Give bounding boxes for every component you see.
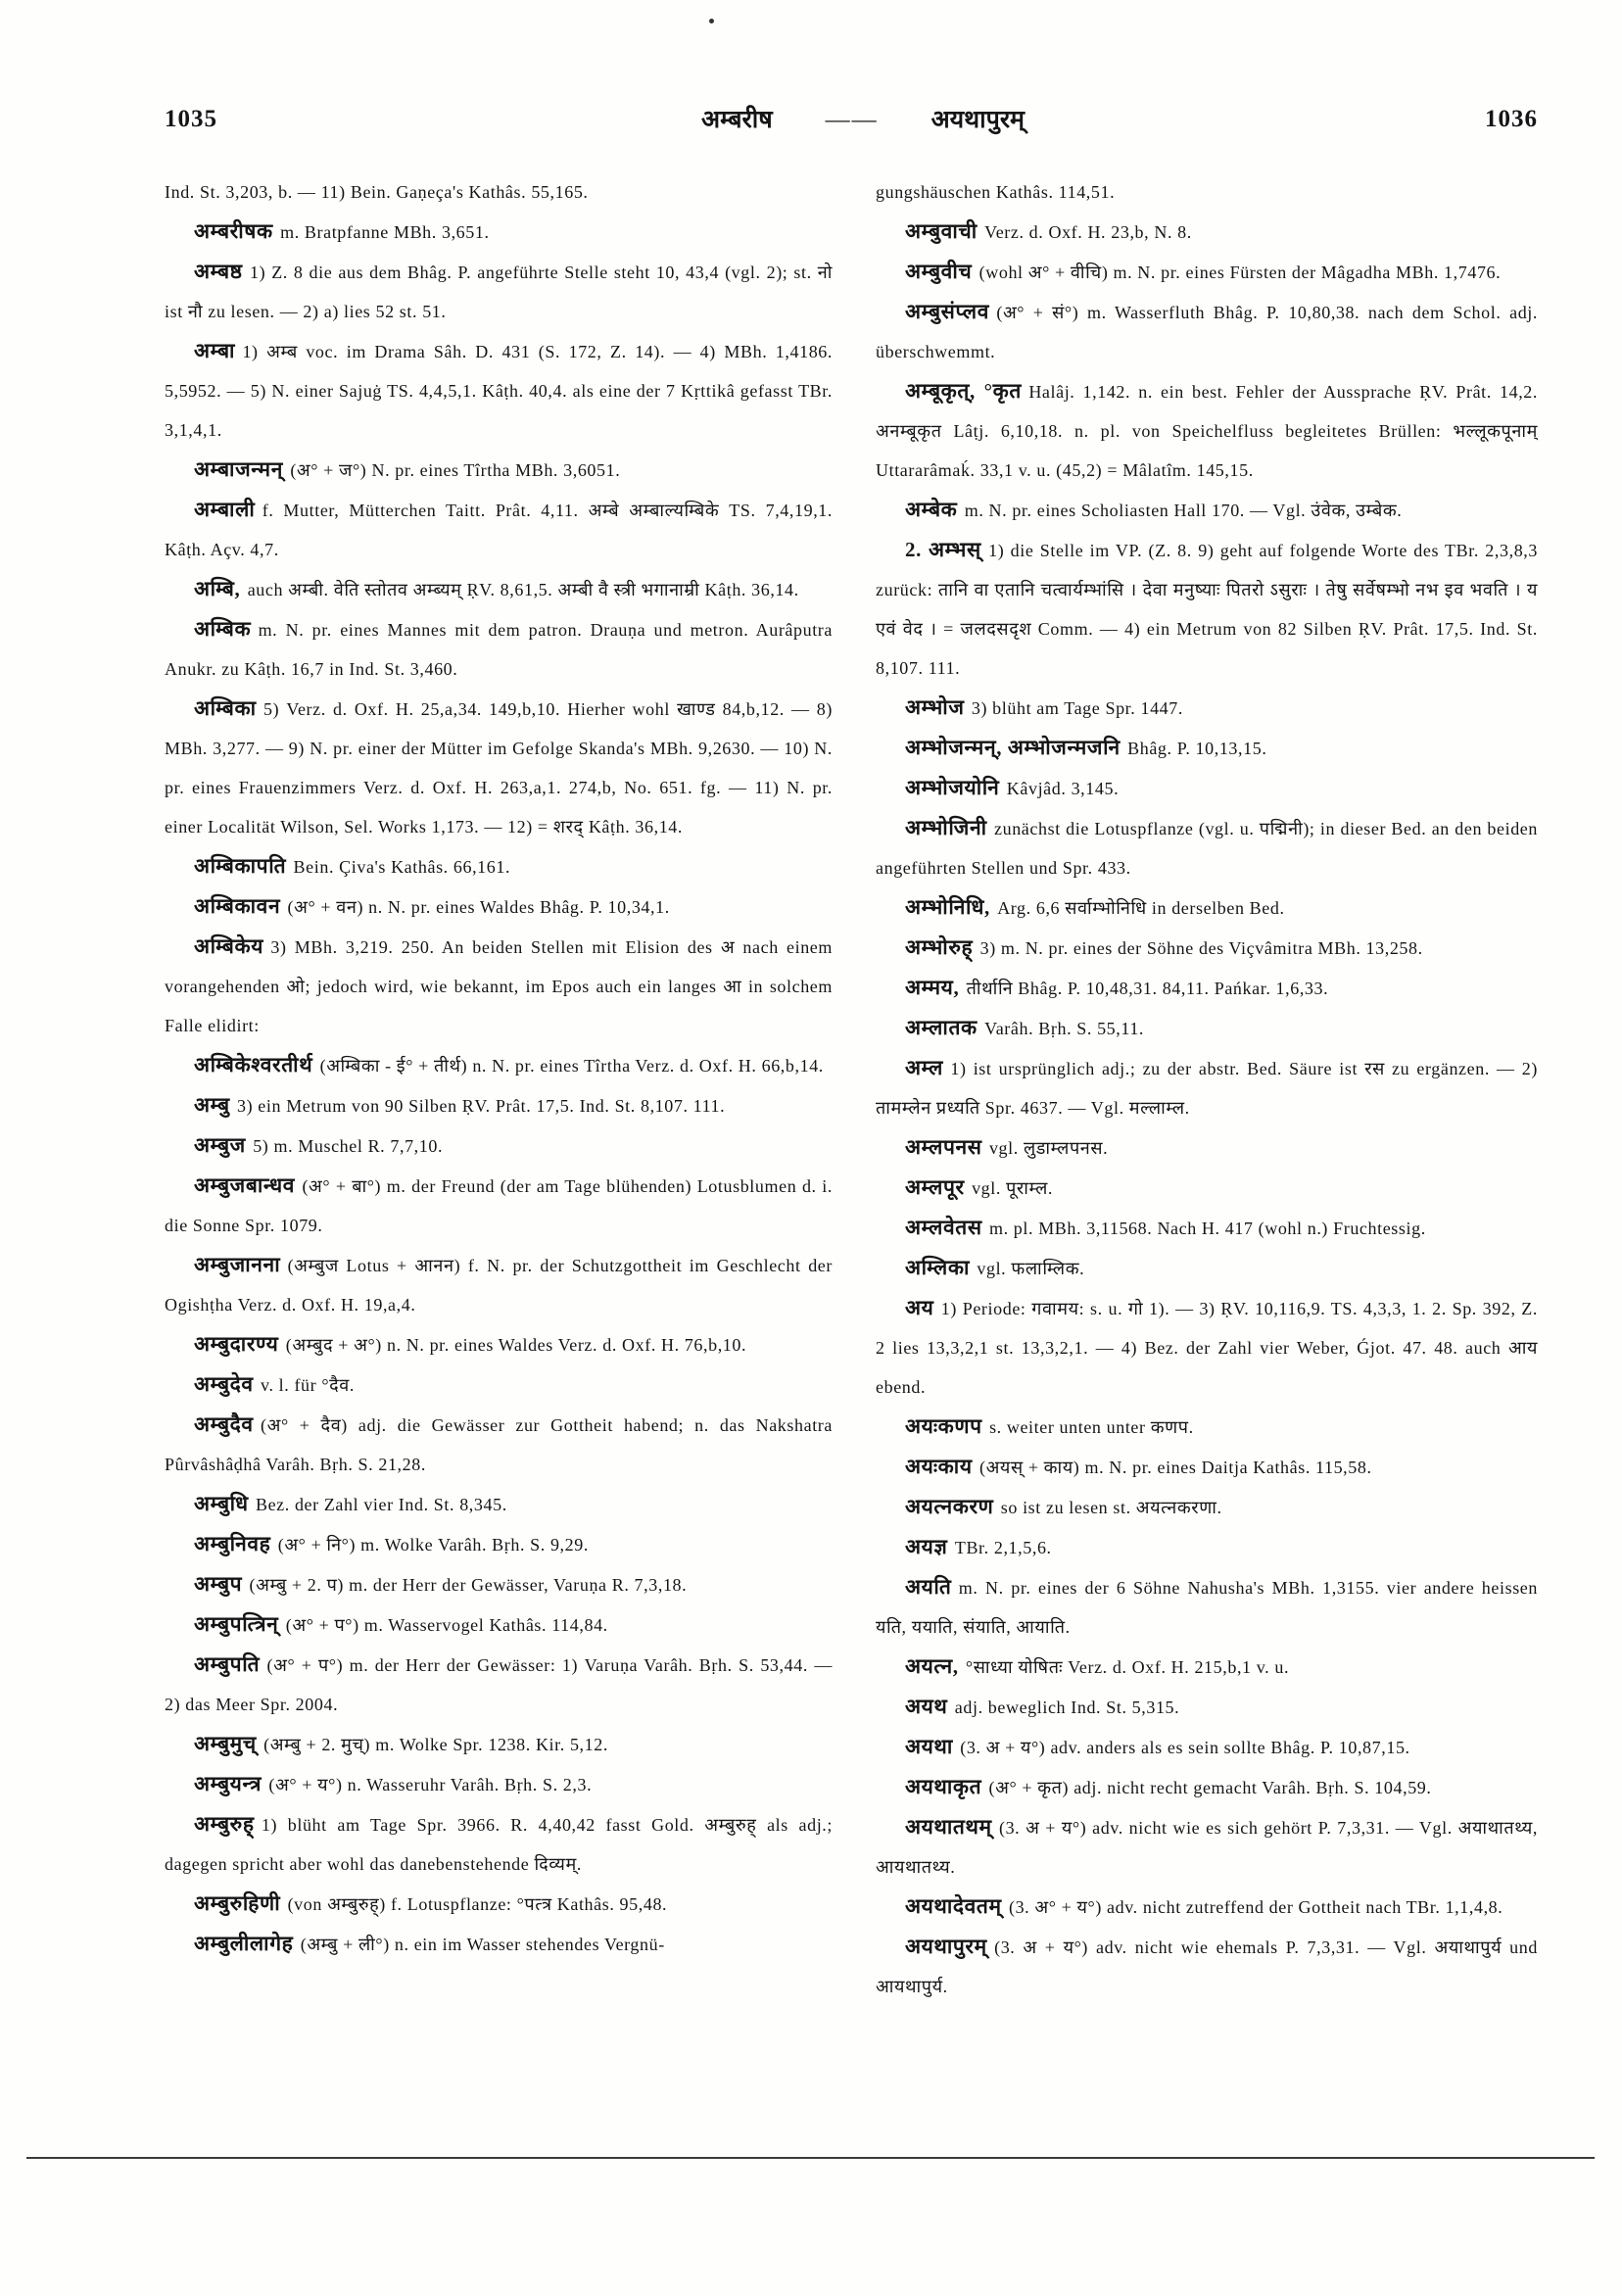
entry-text: (अ° + दैव) adj. die Gewässer zur Gottheit habend; n. das Nakshatra Pûrvâshâḍhâ Varâh. Bṛh. S. 21,28. [165,1415,833,1474]
entry-headword: अम्भोरुह् [905,935,974,959]
dictionary-entry [165,1166,833,1245]
dictionary-entry [876,1208,1538,1248]
dictionary-entry [876,1248,1538,1288]
dictionary-entry [876,1168,1538,1208]
dictionary-entry [876,1767,1538,1807]
entry-text: Kâvjâd. 3,145. [1006,779,1120,798]
dictionary-entry [876,530,1538,688]
entry-text: adj. beweglich Ind. St. 5,315. [954,1698,1180,1717]
dictionary-entry [876,1447,1538,1487]
dictionary-entry [165,1604,833,1645]
entry-headword: अम्बुदेव [194,1372,254,1396]
dictionary-entry [876,1727,1538,1767]
entry-text: f. Mutter, Mütterchen Taitt. Prât. 4,11. अम्बे अम्बाल्यम्बिके TS. 7,4,19,1. Kâṭh. Açv. 4,7. [165,501,833,559]
entry-text: 1) die Stelle im VP. (Z. 8. 9) geht auf folgende Worte des TBr. 2,3,8,3 zurück: तानि वा एतानि चत्वार्यम्भांसि । देवा मनुष्याः पितरो ऽसुराः । तेषु सर्वेषम्भो नभ इव भवति । य एवं वेद । = जलदसदृश Comm. — 4) ein Metrum von 82 Silben ṚV. Prât. 17,5. Ind. St. 8,107. 111. [876,541,1538,678]
dictionary-entry [165,1364,833,1405]
entry-text: m. N. pr. eines der 6 Söhne Nahusha's MBh. 1,3155. vier andere heissen यति, ययाति, संयाति, आयाति. [876,1578,1538,1637]
entry-headword: अम्बिकेश्वरतीर्थ [194,1053,313,1076]
entry-headword: अम्भोनिधि, [905,895,990,919]
entry-text: TBr. 2,1,5,6. [954,1538,1052,1557]
entry-headword: अयथापुरम् [905,1935,987,1958]
entry-headword: अम्बुपति [194,1652,261,1676]
entry-headword: अम्मय, [905,976,960,999]
dictionary-entry [876,292,1538,371]
dictionary-entry [165,609,833,689]
entry-headword: अयत्न, [905,1654,959,1678]
running-head-last-word: अयथापुरम् [930,107,1025,133]
dictionary-entry [165,1884,833,1924]
entry-text: zunächst die Lotuspflanze (vgl. u. पद्मिनी); in dieser Bed. an den beiden angeführten Stellen und Spr. 433. [876,819,1538,878]
dictionary-entry [876,1487,1538,1527]
dictionary-entry [876,887,1538,928]
entry-text: तीर्थानि Bhâg. P. 10,48,31. 84,11. Pańkar. 1,6,33. [966,979,1329,998]
entry-headword: अम्बुवाची [905,219,978,243]
running-head-first-word: अम्बरीष [701,107,773,133]
dictionary-entry [876,1127,1538,1168]
entry-headword: अम्बुधि [194,1492,249,1515]
entry-text: Varâh. Bṛh. S. 55,11. [984,1019,1145,1038]
entry-headword: अम्लिका [905,1256,971,1279]
dictionary-entry [165,927,833,1045]
left-column [165,172,833,1964]
entry-text: (अम्बुज Lotus + आनन) f. N. pr. der Schutzgottheit im Geschlecht der Ogishṭha Verz. d. Oxf. H. 19,a,4. [165,1256,833,1315]
entry-headword: अम्बुदारण्य [194,1332,279,1356]
dictionary-entry [165,846,833,886]
right-column [876,172,1538,2006]
entry-text: s. weiter unten unter कणप. [989,1417,1194,1437]
entry-text: m. pl. MBh. 3,11568. Nach H. 417 (wohl n.) Fruchtessig. [989,1219,1426,1238]
dictionary-entry [876,490,1538,530]
entry-headword: अम्भोजन्मन्, अम्भोजन्मजनि [905,736,1121,759]
dictionary-entry [876,371,1538,490]
entry-text: vgl. लुडाम्लपनस. [988,1138,1109,1158]
dictionary-entry [165,1045,833,1085]
entry-headword: अयथा [905,1735,953,1758]
entry-headword: अम्बुलीलागेह [194,1932,294,1955]
entry-headword: अम्बाजन्मन् [194,457,283,481]
entry-text: (अ° + सं°) m. Wasserfluth Bhâg. P. 10,80,38. nach dem Schol. adj. überschwemmt. [876,303,1538,361]
entry-text: Bhâg. P. 10,13,15. [1127,739,1267,758]
entry-headword: अम्लवेतस [905,1216,982,1239]
entry-headword: अम्बिकापति [194,854,287,878]
dictionary-entry [165,252,833,331]
dictionary-entry [876,1567,1538,1647]
entry-text: (अम्बिका - ई° + तीर्थ) n. N. pr. eines Tîrtha Verz. d. Oxf. H. 66,b,14. [319,1056,824,1076]
dictionary-entry [876,1647,1538,1687]
dictionary-entry [876,1887,1538,1927]
entry-headword: अम्बेक [905,498,958,521]
entry-headword: अम्बुरुह् [194,1812,255,1836]
entry-headword: अम्बा [194,339,236,362]
entry-text: so ist zu lesen st. अयत्नकरणा. [1000,1498,1222,1517]
ink-speck [709,19,714,24]
entry-headword: अय [905,1296,934,1319]
dictionary-entry [876,1008,1538,1048]
dictionary-entry [876,968,1538,1008]
entry-headword: अम्बुदैव [194,1412,254,1436]
entry-headword: अम्बुयन्त्र [194,1772,262,1795]
entry-headword: अम्लातक [905,1016,978,1039]
dictionary-entry [165,1484,833,1524]
entry-text: Ind. St. 3,203, b. — 11) Bein. Gaṇeça's Kathâs. 55,165. [165,182,589,202]
entry-headword: अयत्नकरण [905,1495,994,1518]
dictionary-entry [165,569,833,609]
entry-headword: अम्भोजयोनि [905,776,1000,799]
entry-text: (अ° + य°) n. Wasseruhr Varâh. Bṛh. S. 2,3. [268,1775,593,1794]
entry-text: auch अम्बी. वेति स्तोतव अम्ब्यम् ṚV. 8,61,5. अम्बी वै स्त्री भगानाम्री Kâṭh. 36,14. [247,580,799,599]
entry-headword: अयःकणप [905,1414,982,1438]
dictionary-entry [876,252,1538,292]
entry-text: m. Bratpfanne MBh. 3,651. [280,222,490,242]
dictionary-entry [876,212,1538,252]
entry-headword: अम्बुजबान्धव [194,1173,296,1197]
entry-headword: अयति [905,1575,952,1599]
left-page-number: 1035 [165,106,217,132]
entry-text: °साध्या योषितः Verz. d. Oxf. H. 215,b,1 v. u. [965,1657,1290,1677]
dictionary-entry [165,450,833,490]
entry-text: 5) Verz. d. Oxf. H. 25,a,34. 149,b,10. Hierher wohl खाण्ड 84,b,12. — 8) MBh. 3,277. — 9) N. pr. einer der Mütter im Gefolge Skanda's MBh. 9,2630. — 10) N. pr. eines Frauenzimmers Verz. d. Oxf. H. 263,a,1. 274,b, No. 651. fg. — 11) N. pr. einer Localität Wilson, Sel. Works 1,173. — 12) = शरद् Kâṭh. 36,14. [165,699,833,837]
entry-text: v. l. für °दैव. [261,1375,356,1395]
entry-text: (3. अ + य°) adv. nicht wie ehemals P. 7,3,31. — Vgl. अयाथापुर्य und आयथापुर्य. [876,1937,1538,1996]
dictionary-entry [876,1407,1538,1447]
entry-headword: अयथ [905,1695,948,1718]
entry-text: (अ° + नि°) m. Wolke Varâh. Bṛh. S. 9,29. [277,1535,589,1555]
dictionary-entry [165,1564,833,1604]
dictionary-entry [165,1724,833,1764]
dictionary-entry [165,172,833,212]
entry-text: vgl. फलाम्लिक. [977,1259,1085,1278]
dictionary-entry [165,1125,833,1166]
entry-text: (अ° + प°) m. der Herr der Gewässer: 1) Varuṇa Varâh. Bṛh. S. 53,44. — 2) das Meer Spr. 2004. [165,1655,833,1714]
dictionary-entry [876,768,1538,808]
entry-text: (अयस् + काय) m. N. pr. eines Daitja Kathâs. 115,58. [978,1458,1372,1477]
dictionary-entry [165,1924,833,1964]
entry-text: (अ° + बा°) m. der Freund (der am Tage blühenden) Lotusblumen d. i. die Sonne Spr. 1079. [165,1176,833,1235]
entry-text: (अ° + ज°) N. pr. eines Tîrtha MBh. 3,6051. [290,460,621,480]
dictionary-entry [165,1245,833,1324]
entry-headword: अम्बरीषक [194,219,273,243]
dictionary-entry [876,172,1538,212]
entry-headword: अम्लपनस [905,1135,982,1159]
entry-headword: अयथातथम् [905,1815,992,1839]
dictionary-entry [165,1524,833,1564]
dictionary-entry [165,212,833,252]
entry-headword: अम्बुजानना [194,1253,281,1276]
entry-text: (अ° + कृत) adj. nicht recht gemacht Varâh. Bṛh. S. 104,59. [988,1778,1432,1797]
entry-text: 3) m. N. pr. eines der Söhne des Viçvâmitra MBh. 13,258. [979,938,1423,958]
dictionary-entry [876,1807,1538,1887]
entry-headword: अम्भोज [905,695,965,719]
dictionary-entry [165,1324,833,1364]
right-page-number: 1036 [1485,106,1538,132]
entry-headword: अम्बाली [194,498,256,521]
entry-text: 1) अम्ब voc. im Drama Sâh. D. 431 (S. 172, Z. 14). — 4) MBh. 1,4186. 5,5952. — 5) N. einer Sajuġ TS. 4,4,5,1. Kâṭh. 40,4. als eine der 7 Kṛttikâ gefasst TBr. 3,1,4,1. [165,342,833,440]
dictionary-entry [165,1085,833,1125]
entry-headword: अम्बुज [194,1133,246,1157]
entry-text: (अम्बुद + अ°) n. N. pr. eines Waldes Verz. d. Oxf. H. 76,b,10. [285,1335,747,1355]
entry-text: (3. अ° + य°) adv. nicht zutreffend der Gottheit nach TBr. 1,1,4,8. [1008,1897,1503,1917]
dictionary-entry [876,688,1538,728]
entry-text: Arg. 6,6 सर्वाम्भोनिधि in derselben Bed. [997,898,1285,918]
entry-headword: अम्बिकावन [194,894,281,918]
entry-headword: अम्बुप [194,1572,243,1596]
entry-headword: अम्बु [194,1093,230,1117]
entry-text: m. N. pr. eines Scholiasten Hall 170. — Vgl. उंवेक, उम्बेक. [964,501,1403,520]
entry-text: Halâj. 1,142. n. ein best. Fehler der Aussprache ṚV. Prât. 14,2. अनम्बूकृत Lâṭj. 6,10,18. n. pl. von Speichelfluss begleitetes Brüllen: भल्लूकपूनाम् Uttararâmaḱ. 33,1 v. u. (45,2) = Mâlatîm. 145,15. [876,382,1538,480]
entry-headword: 2. अम्भस् [905,538,981,561]
entry-text: Bein. Çiva's Kathâs. 66,161. [293,857,511,877]
dictionary-entry [165,1645,833,1724]
entry-text: 1) Periode: गवामय: s. u. गो 1). — 3) ṚV. 10,116,9. TS. 4,3,3, 1. 2. Sp. 392, Z. 2 lies 13,3,2,1 st. 13,3,2,1. — 4) Bez. der Zahl vier Weber, Ǵjot. 47. 48. auch आय ebend. [876,1299,1538,1397]
entry-text: 3) ein Metrum von 90 Silben ṚV. Prât. 17,5. Ind. St. 8,107. 111. [237,1096,726,1116]
entry-text: (अ° + वन) n. N. pr. eines Waldes Bhâg. P. 10,34,1. [287,897,670,917]
entry-headword: अयथाकृत [905,1775,982,1798]
entry-text: Verz. d. Oxf. H. 23,b, N. 8. [984,222,1192,242]
dictionary-entry [876,1527,1538,1567]
dictionary-entry [165,490,833,569]
running-head [701,102,1025,135]
dictionary-entry [876,728,1538,768]
entry-headword: अम्लपूर [905,1175,965,1199]
dictionary-entry [876,1927,1538,2006]
entry-headword: अम्बूकृत्, °कृत [905,379,1022,403]
entry-text: (3. अ + य°) adv. nicht wie es sich gehört P. 7,3,31. — Vgl. अयाथातथ्य, आयथातथ्य. [876,1818,1538,1877]
dictionary-entry [165,1804,833,1884]
bottom-rule [26,2157,1595,2159]
entry-text: (अम्बु + ली°) n. ein im Wasser stehendes Vergnü- [300,1935,665,1954]
entry-headword: अम्बुनिवह [194,1532,271,1555]
entry-headword: अम्बि, [194,577,241,600]
entry-text: 3) MBh. 3,219. 250. An beiden Stellen mit Elision des अ nach einem vorangehenden ओ; jedoch wird, wie bekannt, im Epos auch ein langes आ in solchem Falle elidirt: [165,937,833,1035]
entry-text: Bez. der Zahl vier Ind. St. 8,345. [255,1495,507,1514]
entry-headword: अयथादेवतम् [905,1894,1002,1918]
entry-text: gungshäuschen Kathâs. 114,51. [876,182,1116,202]
entry-headword: अम्बष्ठ [194,260,243,283]
dictionary-entry [876,808,1538,887]
entry-headword: अम्बिकेय [194,934,264,958]
entry-text: 1) blüht am Tage Spr. 3966. R. 4,40,42 fasst Gold. अम्बुरुह् als adj.; dagegen spricht aber wohl das danebenstehende दिव्यम्. [165,1815,833,1874]
entry-headword: अम्बुपत्त्रिन् [194,1612,279,1636]
entry-headword: अयःकाय [905,1455,973,1478]
dictionary-entry [876,1288,1538,1407]
dictionary-entry [165,689,833,846]
entry-headword: अम्ल [905,1056,944,1079]
entry-text: 1) ist ursprünglich adj.; zu der abstr. Bed. Säure ist रस zu ergänzen. — 2) तामम्लेन प्रध्यति Spr. 4637. — Vgl. मल्लाम्ल. [876,1059,1538,1118]
entry-text: (von अम्बुरुह्) f. Lotuspflanze: °पत्त्र Kathâs. 95,48. [287,1894,668,1914]
dictionary-entry [165,1405,833,1484]
entry-text: (अम्बु + 2. प) m. der Herr der Gewässer, Varuṇa R. 7,3,18. [249,1575,688,1595]
running-head-separator: —— [825,107,879,133]
entry-text: (अ° + प°) m. Wasservogel Kathâs. 114,84. [285,1615,608,1635]
entry-text: 1) Z. 8 die aus dem Bhâg. P. angeführte Stelle steht 10, 43,4 (vgl. 2); st. नो ist नौ zu lesen. — 2) a) lies 52 st. 51. [165,263,833,321]
entry-text: (3. अ + य°) adv. anders als es sein sollte Bhâg. P. 10,87,15. [960,1738,1410,1757]
dictionary-entry [165,886,833,927]
entry-headword: अम्भोजिनी [905,816,987,839]
entry-headword: अम्बिक [194,617,252,641]
entry-text: 5) m. Muschel R. 7,7,10. [253,1136,444,1156]
entry-text: vgl. पूराम्ल. [972,1178,1053,1198]
dictionary-entry [876,928,1538,968]
entry-headword: अयज्ञ [905,1535,948,1558]
dictionary-entry [876,1687,1538,1727]
entry-headword: अम्बुमुच् [194,1732,257,1755]
dictionary-entry [165,1764,833,1804]
entry-text: m. N. pr. eines Mannes mit dem patron. Drauṇa und metron. Aurâputra Anukr. zu Kâṭh. 16,7 in Ind. St. 3,460. [165,620,833,679]
dictionary-entry [876,1048,1538,1127]
entry-headword: अम्बुसंप्लव [905,300,990,323]
entry-text: (wohl अ° + वीचि) m. N. pr. eines Fürsten der Mâgadha MBh. 1,7476. [978,263,1502,282]
entry-headword: अम्बिका [194,696,257,720]
entry-text: (अम्बु + 2. मुच्) m. Wolke Spr. 1238. Kir. 5,12. [263,1735,608,1754]
entry-text: 3) blüht am Tage Spr. 1447. [971,698,1183,718]
entry-headword: अम्बुरुहिणी [194,1891,281,1915]
entry-headword: अम्बुवीच [905,260,973,283]
dictionary-entry [165,331,833,450]
